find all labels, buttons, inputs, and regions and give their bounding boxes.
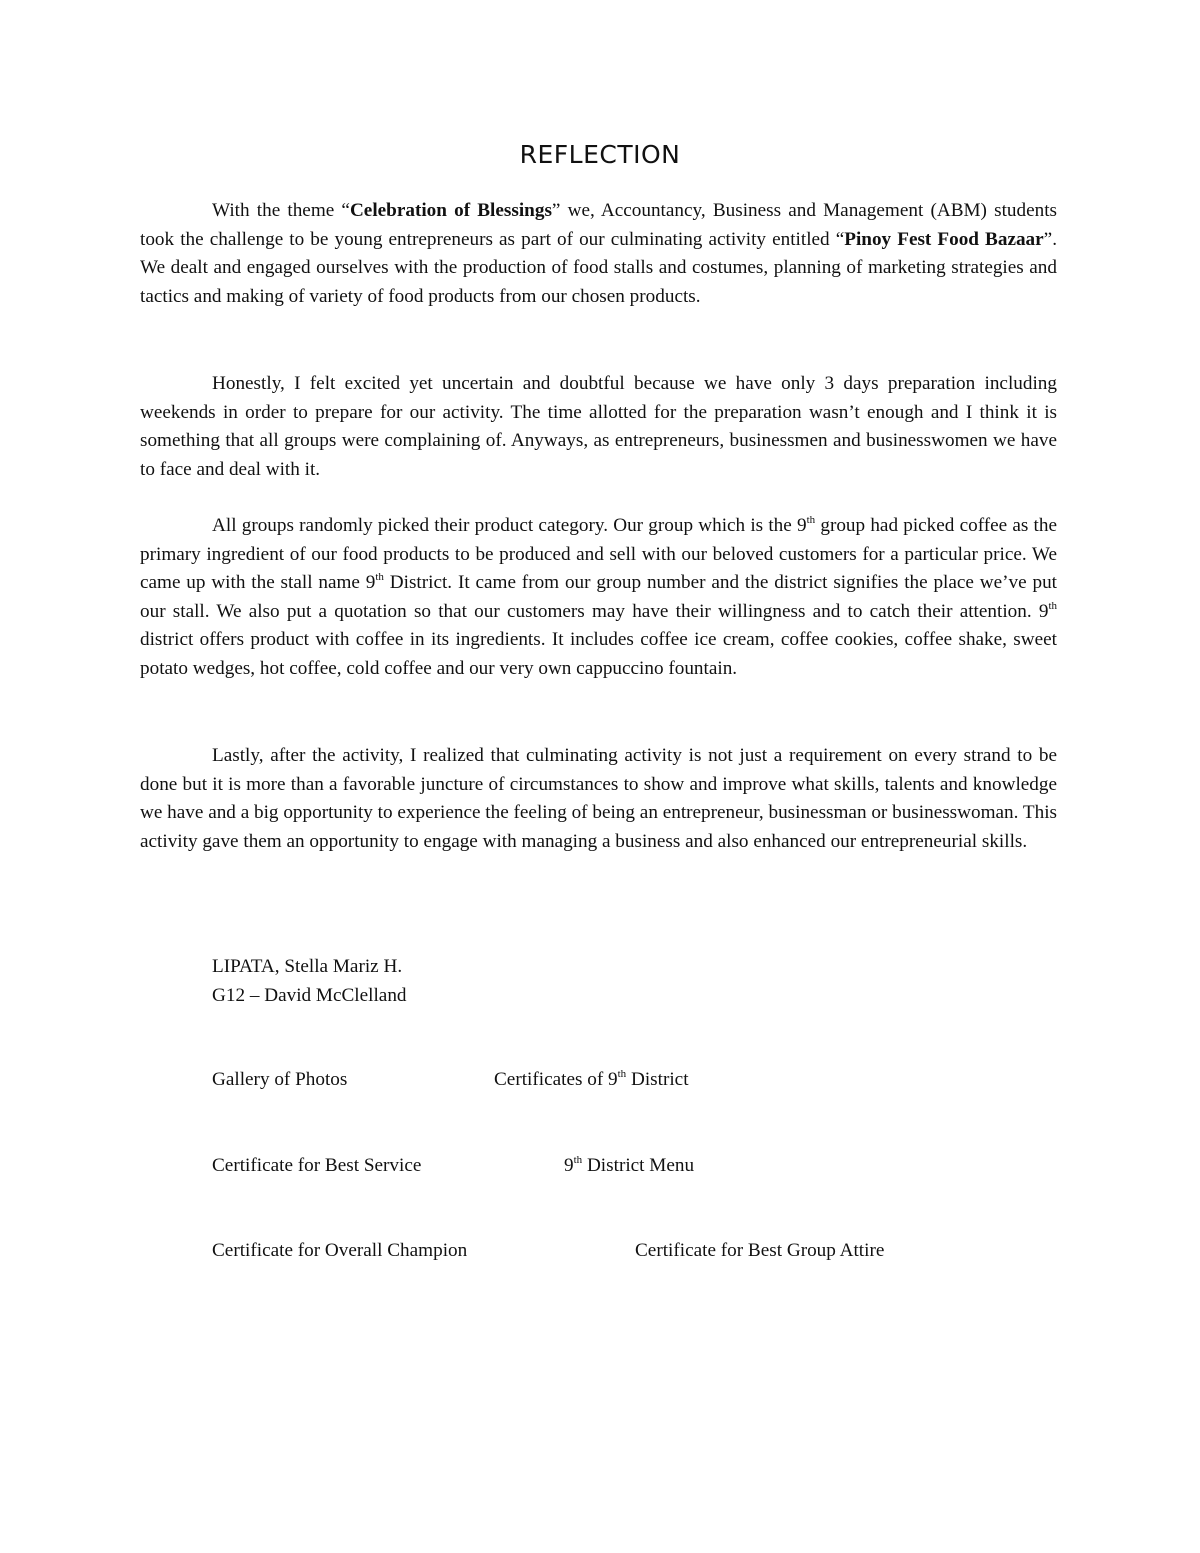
paragraph-feelings: Honestly, I felt excited yet uncertain and doubtful because we have only 3 days preparation including weekends in order to prepare for our activity. The time allotted for the preparation wasn’t enough and I think it is something that all groups were complaining of. Anyways, as entrepreneurs, businessmen and businesswomen we have to face and deal with it.: [140, 373, 1057, 480]
caption-menu: [564, 1151, 694, 1180]
caption-best-service: Certificate for Best Service: [212, 1155, 422, 1176]
text-run: district offers product with coffee in its ingredients. It includes coffee ice cream, coffee cookies, coffee shake, sweet potato wedges, hot coffee, cold coffee and our very own cappuccino fountain.: [140, 629, 1057, 679]
caption-certificates: [494, 1065, 689, 1094]
caption-gallery: Gallery of Photos: [212, 1069, 348, 1090]
paragraph-conclusion: Lastly, after the activity, I realized that culminating activity is not just a requirement on every strand to be done but it is more than a favorable juncture of circumstances to show and improve what skills, talents and knowledge we have and a big opportunity to experience the feeling of being an entrepreneur, businessman or businesswoman. This activity gave them an opportunity to engage with managing a business and also enhanced our entrepreneurial skills.: [140, 745, 1057, 852]
theme-name: Celebration of Blessings: [349, 200, 552, 221]
author-name: LIPATA, Stella Mariz H.: [212, 956, 403, 977]
ordinal-suffix: th: [617, 1068, 627, 1080]
text-run: District: [626, 1069, 689, 1090]
text-run: ” we, Accountancy, Business and Management (ABM) students took the challenge to be young entrepreneurs as part of our culminating activity entitled “: [140, 200, 1058, 250]
text-run: 9: [564, 1155, 574, 1176]
text-run: District. It came from our group number and the district signifies the place we’ve put our stall. We also put a quotation so that our customers may have their willingness and to catch their attention. 9: [140, 572, 1058, 622]
caption-overall-champion: Certificate for Overall Champion: [212, 1240, 468, 1261]
text-run: District Menu: [582, 1155, 695, 1176]
page-title: REFLECTION: [519, 140, 681, 169]
author-section: G12 – David McClelland: [212, 985, 407, 1006]
text-run: ”. We dealt and engaged ourselves with the production of food stalls and costumes, planning of marketing strategies and tactics and making of variety of food products from our chosen products.: [140, 228, 1057, 307]
text-run: group had picked coffee as the primary ingredient of our food products to be produced and sell with our beloved customers for a particular price. We came up with the stall name 9: [140, 515, 1057, 594]
event-name: Pinoy Fest Food Bazaar: [844, 228, 1044, 250]
text-run: All groups randomly picked their product category. Our group which is the 9: [212, 515, 807, 536]
ordinal-suffix: th: [806, 514, 816, 526]
ordinal-suffix: th: [1048, 599, 1057, 612]
ordinal-suffix: th: [375, 571, 384, 584]
paragraph-intro: [140, 197, 1057, 311]
text-run: Certificates of 9: [494, 1069, 618, 1090]
text-run: With the theme “: [212, 200, 350, 221]
ordinal-suffix: th: [573, 1154, 583, 1166]
paragraph-group: [140, 512, 1057, 684]
caption-best-attire: Certificate for Best Group Attire: [635, 1240, 885, 1261]
